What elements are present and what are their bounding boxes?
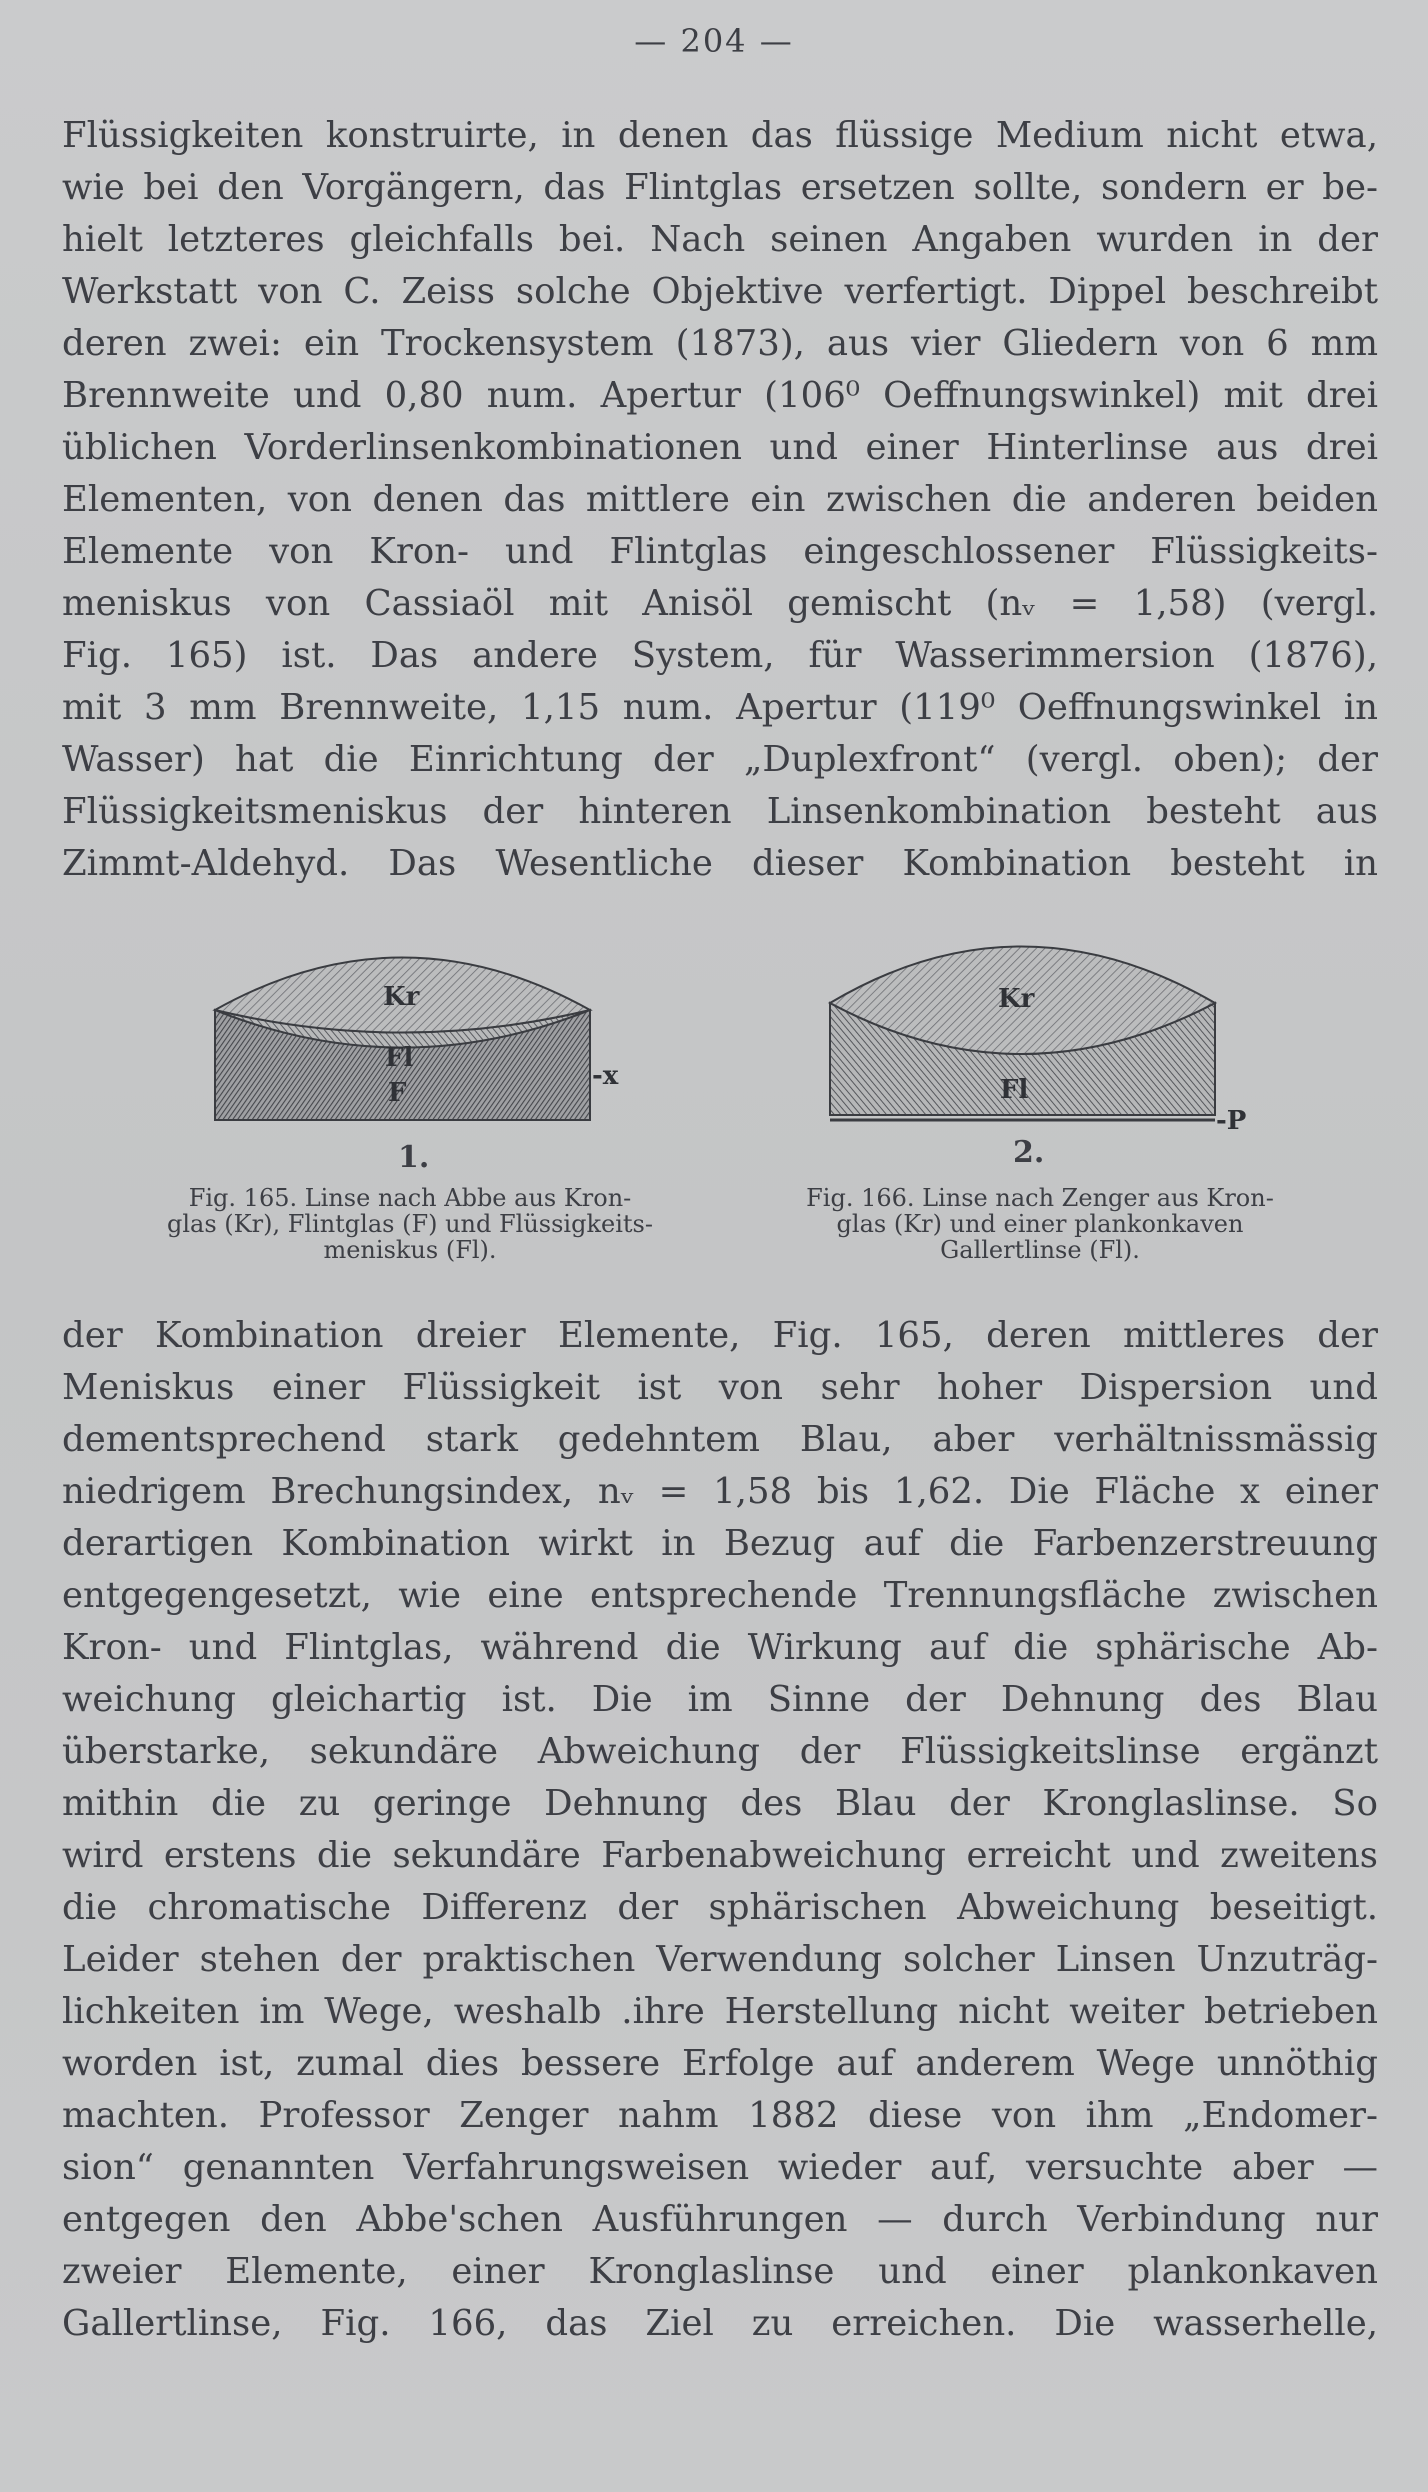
caption-line: Fig. 165. Linse nach Abbe aus Kron- [188, 1184, 632, 1212]
text-line: der Kombination dreier Elemente, Fig. 165, deren mittleres der [62, 1315, 1378, 1356]
label-x: -x [592, 1061, 619, 1091]
text-line: Wasser) hat die Einrichtung der „Duplexfront“ (vergl. oben); der [62, 739, 1378, 780]
caption-line: glas (Kr), Flintglas (F) und Flüssigkeits- [167, 1210, 653, 1238]
paragraph-1 [62, 110, 1378, 890]
text-line: wie bei den Vorgängern, das Flintglas ersetzen sollte, sondern er be- [62, 167, 1378, 208]
figure-number-1: 1. [398, 1140, 430, 1175]
text-line: meniskus von Cassiaöl mit Anisöl gemischt (nᵥ = 1,58) (vergl. [62, 583, 1378, 624]
text-line: die chromatische Differenz der sphärischen Abweichung beseitigt. [62, 1887, 1378, 1928]
text-line: machten. Professor Zenger nahm 1882 diese von ihm „Endomer- [62, 2095, 1378, 2136]
text-line: Flüssigkeitsmeniskus der hinteren Linsenkombination besteht aus [62, 791, 1378, 832]
text-line: weichung gleichartig ist. Die im Sinne der Dehnung des Blau [62, 1679, 1378, 1720]
text-line: wird erstens die sekundäre Farbenabweichung erreicht und zweitens [62, 1835, 1378, 1876]
figure-166-caption [740, 1185, 1340, 1263]
text-line: üblichen Vorderlinsenkombinationen und einer Hinterlinse aus drei [62, 427, 1378, 468]
page-number: — 204 — [634, 22, 794, 60]
text-line: Flüssigkeiten konstruirte, in denen das flüssige Medium nicht etwa, [62, 115, 1378, 156]
figure-165-lens-diagram [205, 935, 645, 1175]
figure-number-2: 2. [1013, 1135, 1045, 1170]
caption-line: Gallertlinse (Fl). [940, 1236, 1140, 1264]
text-line: lichkeiten im Wege, weshalb .ihre Herstellung nicht weiter betrieben [62, 1991, 1378, 2032]
text-line: Gallertlinse, Fig. 166, das Ziel zu erreichen. Die wasserhelle, [62, 2303, 1378, 2344]
text-line: niedrigem Brechungsindex, nᵥ = 1,58 bis 1,62. Die Fläche x einer [62, 1471, 1378, 1512]
label-fl: Fl [385, 1043, 414, 1073]
text-line: Elementen, von denen das mittlere ein zwischen die anderen beiden [62, 479, 1378, 520]
label-p: -P [1216, 1106, 1247, 1135]
text-line: derartigen Kombination wirkt in Bezug auf die Farbenzerstreuung [62, 1523, 1378, 1564]
text-line: mit 3 mm Brennweite, 1,15 num. Apertur (119⁰ Oeffnungswinkel in [62, 687, 1378, 728]
text-line: überstarke, sekundäre Abweichung der Flüssigkeitslinse ergänzt [62, 1731, 1378, 1772]
text-line: Fig. 165) ist. Das andere System, für Wasserimmersion (1876), [62, 635, 1378, 676]
text-line: sion“ genannten Verfahrungsweisen wieder auf, versuchte aber — [62, 2147, 1378, 2188]
label-kr: Kr [383, 982, 420, 1012]
caption-line: Fig. 166. Linse nach Zenger aus Kron- [806, 1184, 1274, 1212]
text-line: hielt letzteres gleichfalls bei. Nach seinen Angaben wurden in der [62, 219, 1378, 260]
text-line: Kron- und Flintglas, während die Wirkung auf die sphärische Ab- [62, 1627, 1378, 1668]
label-kr: Kr [998, 984, 1035, 1014]
text-line: dementsprechend stark gedehntem Blau, aber verhältnissmässig [62, 1419, 1378, 1460]
figure-165-caption [120, 1185, 700, 1263]
text-line: Leider stehen der praktischen Verwendung solcher Linsen Unzuträg- [62, 1939, 1378, 1980]
caption-line: glas (Kr) und einer plankonkaven [836, 1210, 1244, 1238]
figure-166-lens-diagram [820, 935, 1260, 1135]
label-f: F [388, 1078, 407, 1108]
text-line: deren zwei: ein Trockensystem (1873), aus vier Gliedern von 6 mm [62, 323, 1378, 364]
paragraph-2 [62, 1310, 1378, 2350]
text-line: mithin die zu geringe Dehnung des Blau der Kronglaslinse. So [62, 1783, 1378, 1824]
text-line: zweier Elemente, einer Kronglaslinse und einer plankonkaven [62, 2251, 1378, 2292]
lens-diagram-abbe [205, 935, 645, 1175]
text-line: Zimmt-Aldehyd. Das Wesentliche dieser Kombination besteht in [62, 843, 1378, 884]
text-line: entgegengesetzt, wie eine entsprechende Trennungsfläche zwischen [62, 1575, 1378, 1616]
label-fl: Fl [1000, 1075, 1029, 1105]
text-line: Brennweite und 0,80 num. Apertur (106⁰ Oeffnungswinkel) mit drei [62, 375, 1378, 416]
text-line: Werkstatt von C. Zeiss solche Objektive verfertigt. Dippel beschreibt [62, 271, 1378, 312]
text-line: entgegen den Abbe'schen Ausführungen — durch Verbindung nur [62, 2199, 1378, 2240]
lens-diagram-zenger [820, 935, 1260, 1135]
text-line: worden ist, zumal dies bessere Erfolge auf anderem Wege unnöthig [62, 2043, 1378, 2084]
text-line: Elemente von Kron- und Flintglas eingeschlossener Flüssigkeits- [62, 531, 1378, 572]
text-line: Meniskus einer Flüssigkeit ist von sehr hoher Dispersion und [62, 1367, 1378, 1408]
caption-line: meniskus (Fl). [323, 1236, 497, 1264]
